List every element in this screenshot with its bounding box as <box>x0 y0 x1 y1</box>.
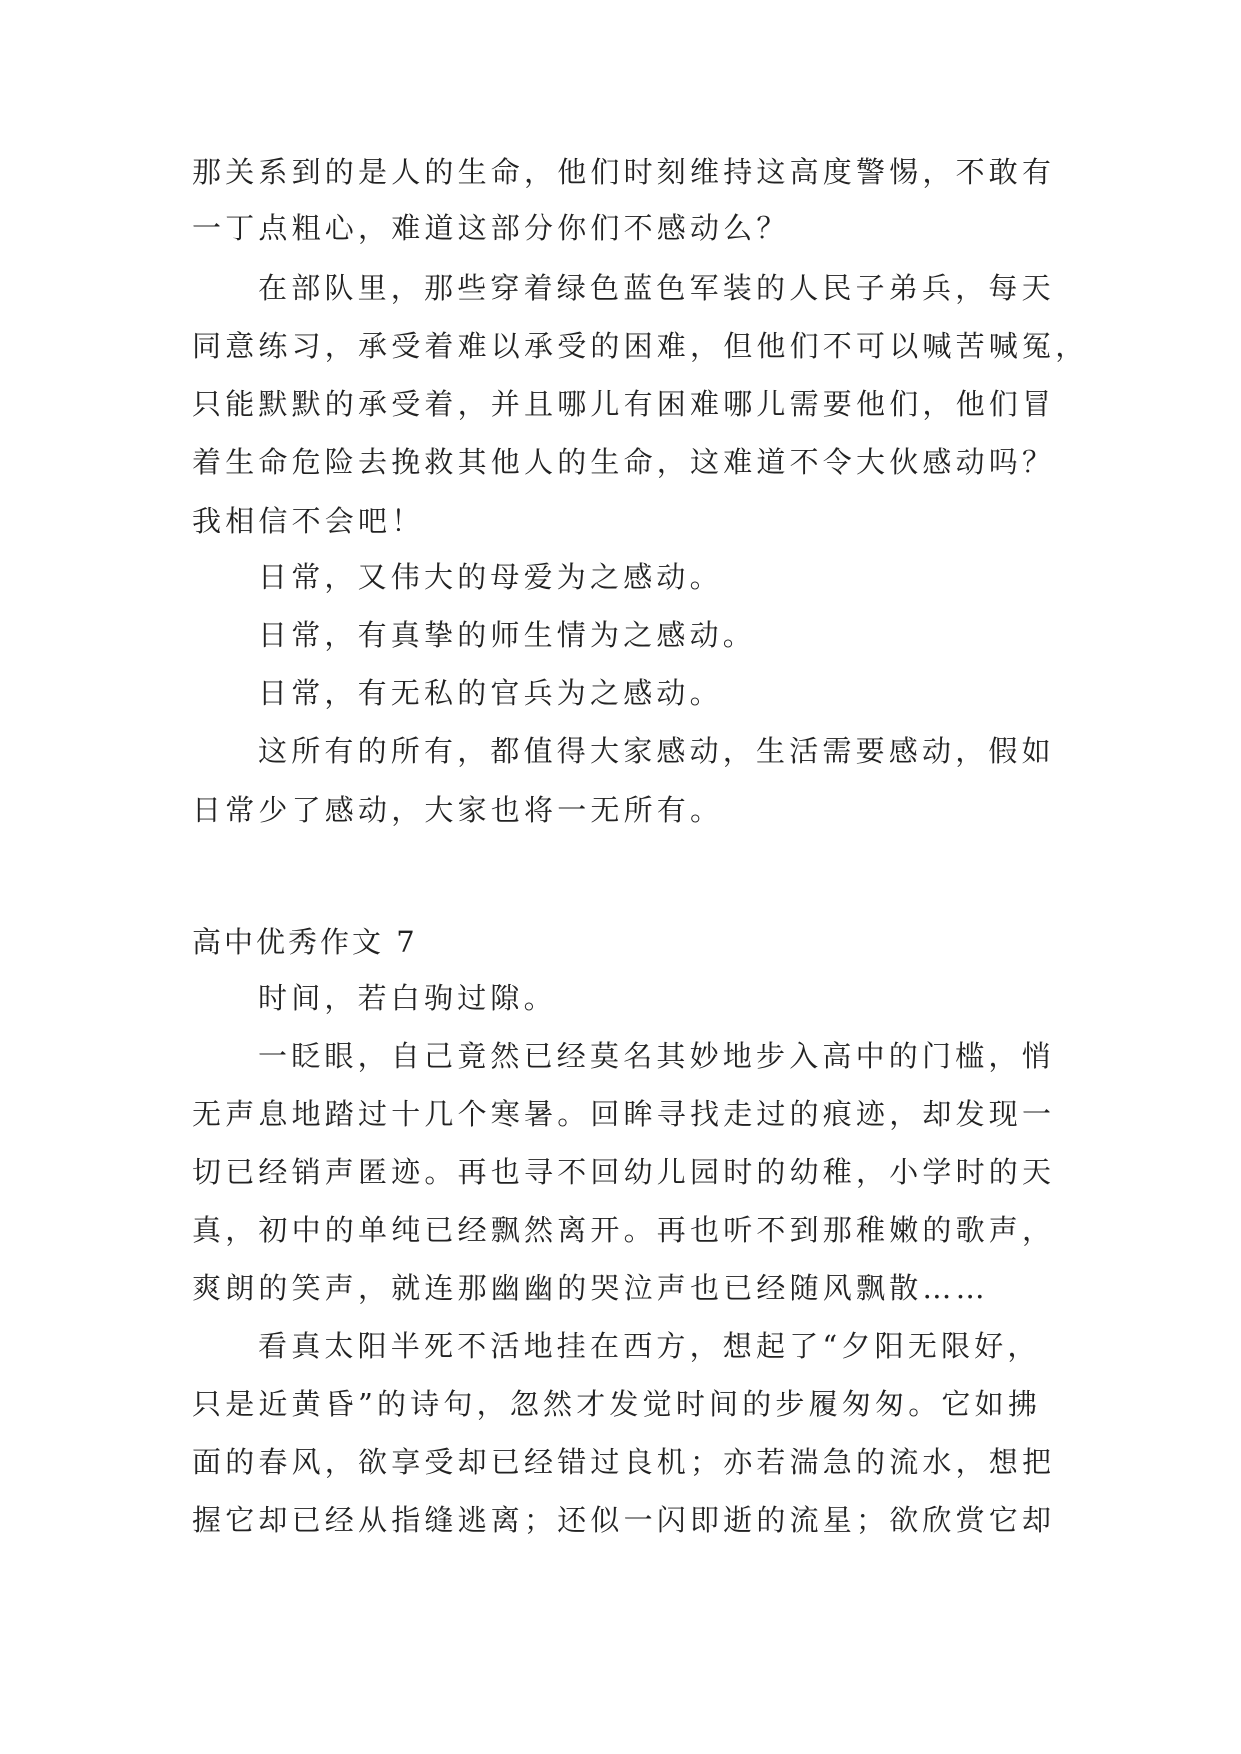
text-line: 日常少了感动，大家也将一无所有。 <box>192 793 724 827</box>
paragraph-start: 这所有的所有，都值得大家感动，生活需要感动，假如 <box>258 734 1055 768</box>
text-line: 爽朗的笑声，就连那幽幽的哭泣声也已经随风飘散…… <box>192 1271 989 1305</box>
text-line: 我相信不会吧！ <box>192 504 425 538</box>
text-line: 只是近黄昏”的诗句，忽然才发觉时间的步履匆匆。它如拂 <box>192 1387 1042 1421</box>
paragraph-start: 日常，有真挚的师生情为之感动。 <box>258 618 757 652</box>
text-line: 那关系到的是人的生命，他们时刻维持这高度警惕，不敢有 <box>192 155 1056 189</box>
text-line: 握它却已经从指缝逃离；还似一闪即逝的流星；欲欣赏它却 <box>192 1503 1056 1537</box>
text-line: 无声息地踏过十几个寒暑。回眸寻找走过的痕迹，却发现一 <box>192 1097 1056 1131</box>
paragraph-start: 时间，若白驹过隙。 <box>258 981 557 1015</box>
text-line: 面的春风，欲享受却已经错过良机；亦若湍急的流水，想把 <box>192 1445 1056 1479</box>
paragraph-start: 日常，又伟大的母爱为之感动。 <box>258 560 723 594</box>
text-line: 一丁点粗心，难道这部分你们不感动么？ <box>192 211 790 245</box>
text-line: 同意练习，承受着难以承受的困难，但他们不可以喊苦喊冤， <box>192 329 1089 363</box>
text-line: 切已经销声匿迹。再也寻不回幼儿园时的幼稚，小学时的天 <box>192 1155 1056 1189</box>
text-line: 着生命危险去挽救其他人的生命，这难道不令大伙感动吗？ <box>192 445 1056 479</box>
text-line: 只能默默的承受着，并且哪儿有困难哪儿需要他们，他们冒 <box>192 387 1056 421</box>
paragraph-start: 看真太阳半死不活地挂在西方，想起了“夕阳无限好， <box>258 1329 1041 1363</box>
paragraph-start: 在部队里，那些穿着绿色蓝色军装的人民子弟兵，每天 <box>258 271 1055 305</box>
paragraph-start: 一眨眼，自己竟然已经莫名其妙地步入高中的门槛，悄 <box>258 1039 1055 1073</box>
text-line: 真，初中的单纯已经飘然离开。再也听不到那稚嫩的歌声， <box>192 1213 1056 1247</box>
section-heading: 高中优秀作文 7 <box>192 925 418 959</box>
paragraph-start: 日常，有无私的官兵为之感动。 <box>258 676 723 710</box>
